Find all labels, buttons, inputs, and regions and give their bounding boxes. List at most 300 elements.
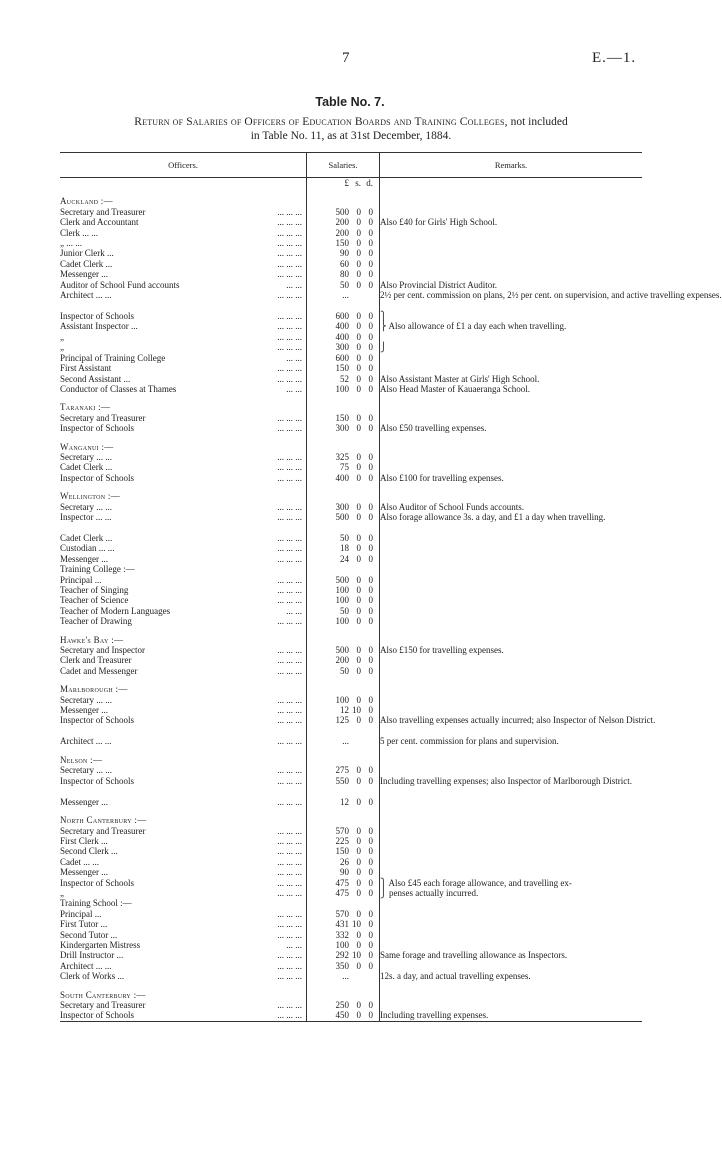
salary-pence: 0 [368, 472, 373, 483]
officer-name: Cadet Clerk ... [60, 462, 113, 473]
salary-pence [361, 736, 373, 746]
officer-cell [60, 595, 307, 605]
leader-dots: ... ... ... [277, 775, 302, 786]
remark-text: Also Head Master of Kauaeranga School. [380, 383, 530, 394]
table-row [60, 207, 642, 217]
salary-pounds: 225 [335, 835, 349, 846]
officer-name: „ [60, 342, 64, 353]
officer-cell [60, 909, 307, 919]
board-name: Hawke's Bay :— [60, 634, 124, 645]
salary-shillings: 10 [352, 705, 361, 716]
remark-text: ⎫ [380, 311, 387, 322]
board-name: Wellington :— [60, 491, 121, 502]
remark-text: Also Auditor of School Funds accounts. [380, 501, 524, 512]
salary-cell [307, 442, 380, 452]
table-row [60, 280, 642, 290]
officer-cell [60, 765, 307, 775]
salary-shillings: 0 [356, 472, 361, 483]
officer-name: Messenger ... [60, 867, 108, 878]
salary-pence: 0 [368, 655, 373, 666]
salary-cell [307, 797, 380, 807]
remarks-cell [380, 950, 643, 960]
salary-pence: 0 [368, 1000, 373, 1010]
salary-pence: 0 [368, 352, 373, 363]
remarks-cell [380, 413, 643, 423]
salary-pounds: 50 [340, 605, 349, 616]
table-row [60, 462, 642, 472]
subtitle-tail-1: not included [510, 116, 568, 128]
salary-pence: 0 [368, 501, 373, 512]
remarks-cell [380, 491, 643, 501]
table-row [60, 533, 642, 543]
group-header-row [60, 491, 642, 501]
table-row [60, 321, 642, 331]
officer-cell [60, 196, 307, 206]
officer-cell [60, 280, 307, 290]
salary-pounds: 275 [335, 765, 349, 776]
leader-dots: ... ... ... [277, 321, 302, 332]
salary-pounds: 500 [335, 574, 349, 585]
unit-shillings: s. [355, 178, 361, 188]
officer-cell [60, 919, 307, 929]
officer-name: First Assistant [60, 363, 112, 374]
salary-cell [307, 353, 380, 363]
salaries-table [60, 152, 722, 1022]
officer-cell [60, 533, 307, 543]
remarks-cell [380, 311, 643, 321]
salary-pence: 0 [368, 585, 373, 595]
salary-pence: 0 [368, 511, 373, 522]
salary-pence: 0 [368, 321, 373, 332]
salary-cell [307, 898, 380, 908]
group-header-row [60, 755, 642, 765]
subtitle-word: Colleges, [459, 116, 508, 128]
leader-dots: ... ... ... [277, 543, 302, 554]
salary-cell [307, 867, 380, 877]
salary-cell [307, 846, 380, 856]
table-row [60, 765, 642, 775]
remarks-cell [380, 909, 643, 919]
remarks-cell [380, 1010, 643, 1021]
salary-pence: 0 [368, 279, 373, 290]
spacer-row [60, 747, 642, 755]
leader-dots: ... ... ... [277, 655, 302, 666]
remarks-cell [380, 248, 643, 258]
salary-cell [307, 196, 380, 206]
table-row [60, 543, 642, 553]
remark-text: 5 per cent. commission for plans and supervision. [380, 736, 559, 747]
officer-name: Inspector of Schools [60, 311, 134, 322]
spacer-row [60, 627, 642, 635]
table-row [60, 413, 642, 423]
salary-cell [307, 684, 380, 694]
salary-pence: 0 [368, 775, 373, 786]
salary-cell [307, 826, 380, 836]
salary-pence: 0 [368, 227, 373, 238]
table-row [60, 826, 642, 836]
salary-cell [307, 645, 380, 655]
salary-pounds: 90 [340, 867, 349, 878]
salary-pounds: 26 [340, 856, 349, 867]
salary-cell [307, 332, 380, 342]
remarks-cell [380, 815, 643, 825]
salary-pence: 0 [368, 331, 373, 342]
leader-dots: ... ... [286, 939, 302, 950]
salary-cell [307, 1010, 380, 1021]
officer-cell [60, 543, 307, 553]
salary-cell [307, 363, 380, 373]
officer-name: Inspector of Schools [60, 472, 134, 483]
table-row [60, 606, 642, 616]
salary-pounds: 52 [340, 373, 349, 384]
officer-name: Principal ... [60, 574, 102, 585]
remarks-cell [380, 363, 643, 373]
salary-shillings: 0 [356, 887, 361, 898]
officer-name: Training College :— [60, 564, 135, 575]
officer-name: Inspector of Schools [60, 715, 134, 726]
salary-pence: 0 [368, 856, 373, 867]
salary-cell [307, 217, 380, 227]
table-row [60, 919, 642, 929]
officer-cell [60, 217, 307, 227]
remarks-cell [380, 888, 643, 898]
officer-cell [60, 269, 307, 279]
salary-shillings: 0 [356, 655, 361, 666]
officer-name: Principal ... [60, 908, 102, 919]
salary-pence: 0 [368, 919, 373, 930]
remarks-cell [380, 684, 643, 694]
salary-shillings: 0 [356, 929, 361, 940]
officer-cell [60, 776, 307, 797]
board-name: Taranaki :— [60, 402, 111, 413]
remark-text: Also £150 for travelling expenses. [380, 645, 504, 656]
officer-cell [60, 867, 307, 877]
remarks-cell [380, 585, 643, 595]
table-row [60, 595, 642, 605]
table-row [60, 554, 642, 564]
salary-cell [307, 413, 380, 423]
salary-shillings: 0 [356, 856, 361, 867]
leader-dots: ... ... ... [277, 363, 302, 374]
officer-name: Secretary ... ... [60, 765, 112, 776]
remarks-cell [380, 554, 643, 564]
salary-pence: 0 [368, 887, 373, 898]
salary-pence: 0 [368, 462, 373, 473]
salary-pence: 0 [368, 929, 373, 940]
remarks-cell [380, 321, 643, 331]
officer-name: Messenger ... [60, 705, 108, 716]
officer-name: Cadet Clerk ... [60, 258, 113, 269]
header-remarks: Remarks. [380, 153, 643, 178]
table-row [60, 695, 642, 705]
salary-shillings: 0 [356, 846, 361, 857]
salary-pounds: 550 [335, 775, 349, 786]
subtitle-word: Salaries [186, 116, 228, 128]
salary-shillings [349, 736, 361, 746]
salary-shillings: 0 [356, 645, 361, 656]
salary-cell [307, 491, 380, 501]
table-row [60, 353, 642, 363]
officer-cell [60, 442, 307, 452]
spacer-row [60, 807, 642, 815]
leader-dots: ... ... ... [277, 765, 302, 776]
table-row [60, 616, 642, 626]
leader-dots: ... ... ... [277, 736, 302, 747]
officer-cell [60, 990, 307, 1000]
salary-cell [307, 736, 380, 746]
salary-cell [307, 961, 380, 971]
officer-name: Kindergarten Mistress [60, 939, 141, 950]
spacer-row [60, 676, 642, 684]
salary-pence: 0 [368, 950, 373, 961]
salary-cell [307, 512, 380, 533]
salary-pounds: 12 [340, 705, 349, 716]
salary-pence: 0 [368, 363, 373, 374]
leader-dots: ... ... ... [277, 796, 302, 807]
table-body [60, 178, 722, 1022]
salary-cell [307, 930, 380, 940]
salary-pence: 0 [368, 238, 373, 249]
officer-name: Secretary ... ... [60, 694, 112, 705]
salary-shillings: 0 [356, 877, 361, 888]
salary-cell [307, 655, 380, 665]
salary-cell [307, 311, 380, 321]
salary-cell [307, 755, 380, 765]
officer-name: Cadet ... ... [60, 856, 99, 867]
remarks-cell [380, 502, 643, 512]
salary-pence: 0 [368, 342, 373, 353]
table-row [60, 909, 642, 919]
salary-shillings: 0 [356, 939, 361, 950]
officer-name: Second Clerk ... [60, 846, 118, 857]
salary-shillings: 10 [352, 950, 361, 961]
officer-name: Teacher of Drawing [60, 616, 132, 627]
leader-dots: ... ... ... [277, 412, 302, 423]
leader-dots: ... ... ... [277, 511, 302, 522]
salary-shillings: 0 [356, 867, 361, 878]
salary-pounds: 400 [335, 472, 349, 483]
officer-cell [60, 940, 307, 950]
remarks-cell [380, 217, 643, 227]
remarks-cell [380, 512, 643, 533]
salary-shillings: 0 [356, 796, 361, 807]
officer-cell [60, 755, 307, 765]
salary-pence: 0 [368, 908, 373, 919]
leader-dots: ... ... ... [277, 929, 302, 940]
remarks-cell [380, 238, 643, 248]
officer-cell [60, 635, 307, 645]
officer-name: Architect ... ... [60, 290, 112, 301]
salary-pounds: 150 [335, 238, 349, 249]
salary-cell [307, 635, 380, 645]
officer-name: First Tutor ... [60, 919, 108, 930]
remarks-cell [380, 695, 643, 705]
officer-cell [60, 575, 307, 585]
salary-pounds: ... [342, 290, 349, 301]
officer-cell [60, 462, 307, 472]
salary-pence: 0 [368, 532, 373, 543]
salary-shillings: 0 [356, 665, 361, 676]
salary-shillings: 0 [356, 574, 361, 585]
salary-shillings: 0 [356, 217, 361, 228]
salary-pounds: 100 [335, 616, 349, 627]
remarks-cell [380, 452, 643, 462]
salary-cell [307, 776, 380, 797]
salary-pence [361, 971, 373, 981]
officer-cell [60, 736, 307, 746]
salary-cell [307, 878, 380, 888]
salary-pounds: 50 [340, 532, 349, 543]
salary-cell [307, 423, 380, 433]
officer-name: Clerk ... ... [60, 227, 98, 238]
remarks-cell [380, 836, 643, 846]
salary-pence: 0 [368, 846, 373, 857]
leader-dots: ... ... ... [277, 373, 302, 384]
officer-cell [60, 684, 307, 694]
remarks-cell [380, 666, 643, 676]
officer-cell [60, 473, 307, 483]
remark-text: Also travelling expenses actually incurred; also Inspector of Nelson District. [380, 715, 656, 726]
officer-name: Teacher of Modern Languages [60, 605, 171, 616]
salary-pounds: 292 [335, 950, 349, 961]
salary-pence: 0 [368, 206, 373, 217]
officer-name: Teacher of Singing [60, 585, 129, 595]
remarks-cell [380, 797, 643, 807]
officer-name: Training School :— [60, 898, 132, 909]
leader-dots: ... ... ... [277, 694, 302, 705]
salary-pounds: 50 [340, 665, 349, 676]
subtitle-tail-2: in Table No. 11, as at 31st December, 1884. [250, 130, 452, 142]
remarks-cell [380, 1000, 643, 1010]
salary-shillings: 0 [356, 331, 361, 342]
leader-dots: ... ... ... [277, 616, 302, 627]
salary-cell [307, 888, 380, 898]
officer-cell [60, 705, 307, 715]
salary-pence: 0 [368, 665, 373, 676]
group-header-row [60, 815, 642, 825]
salary-pounds: 150 [335, 363, 349, 374]
leader-dots: ... ... ... [277, 846, 302, 857]
salary-shillings: 0 [356, 383, 361, 394]
table-row [60, 797, 642, 807]
table-row [60, 217, 642, 227]
leader-dots: ... ... ... [277, 887, 302, 898]
leader-dots: ... ... ... [277, 835, 302, 846]
table-row [60, 311, 642, 321]
salary-pounds: 450 [335, 1010, 349, 1021]
board-name: Wanganui :— [60, 441, 114, 452]
salary-pounds: 300 [335, 342, 349, 353]
leader-dots: ... ... [286, 279, 302, 290]
salary-cell [307, 1000, 380, 1010]
leader-dots: ... ... ... [277, 553, 302, 564]
table-row [60, 961, 642, 971]
salary-pence: 0 [368, 574, 373, 585]
remarks-cell [380, 826, 643, 836]
salary-pounds: 125 [335, 715, 349, 726]
header-officers: Officers. [60, 153, 307, 178]
leader-dots: ... ... ... [277, 217, 302, 228]
salary-cell [307, 575, 380, 585]
salary-shillings: 0 [356, 616, 361, 627]
remarks-cell [380, 898, 643, 908]
salary-cell [307, 836, 380, 846]
officer-name: Secretary and Treasurer [60, 1000, 146, 1010]
remarks-cell [380, 595, 643, 605]
leader-dots: ... ... ... [277, 311, 302, 322]
page-number: 7 [342, 50, 350, 66]
salary-shillings: 0 [356, 1010, 361, 1021]
officer-cell [60, 384, 307, 394]
remarks-cell [380, 402, 643, 412]
officer-name: Secretary and Treasurer [60, 412, 146, 423]
salary-shillings: 0 [356, 352, 361, 363]
salary-shillings: 0 [356, 248, 361, 259]
salary-shillings [349, 971, 361, 981]
leader-dots: ... ... ... [277, 472, 302, 483]
officer-name: Architect ... ... [60, 736, 112, 747]
salary-cell [307, 990, 380, 1000]
spacer-row [60, 982, 642, 990]
leader-dots: ... ... [286, 383, 302, 394]
salary-pounds: 325 [335, 451, 349, 462]
officer-name: „ [60, 331, 64, 342]
salary-cell [307, 207, 380, 217]
board-name: North Canterbury :— [60, 815, 147, 826]
table-row [60, 950, 642, 960]
leader-dots: ... ... ... [277, 451, 302, 462]
table-row [60, 645, 642, 655]
salary-pence: 0 [368, 867, 373, 878]
salary-shillings: 0 [356, 908, 361, 919]
salary-pounds: 100 [335, 585, 349, 595]
officer-name: Secretary and Treasurer [60, 825, 146, 836]
leader-dots: ... ... ... [277, 423, 302, 434]
salary-pounds: 150 [335, 846, 349, 857]
leader-dots: ... ... ... [277, 705, 302, 716]
page-code: E.—1. [592, 50, 637, 66]
leader-dots: ... ... ... [277, 258, 302, 269]
subtitle-word: Officers [244, 116, 286, 128]
salary-cell [307, 585, 380, 595]
leader-dots: ... ... ... [277, 950, 302, 961]
table-row [60, 715, 642, 736]
remarks-cell [380, 990, 643, 1000]
salary-pence: 0 [368, 553, 373, 564]
officer-cell [60, 311, 307, 321]
remarks-cell [380, 473, 643, 483]
salary-cell [307, 374, 380, 384]
salary-pence: 0 [368, 412, 373, 423]
table-row [60, 846, 642, 856]
officer-name: Drill Instructor ... [60, 950, 124, 961]
group-header-row [60, 990, 642, 1000]
salary-pounds: 90 [340, 248, 349, 259]
officer-cell [60, 695, 307, 705]
salary-cell [307, 695, 380, 705]
remarks-cell [380, 575, 643, 585]
salary-cell [307, 616, 380, 626]
officer-name: Conductor of Classes at Thames [60, 383, 177, 394]
group-header-row [60, 196, 642, 206]
salary-pence: 0 [368, 311, 373, 322]
remarks-cell [380, 207, 643, 217]
salary-pence: 0 [368, 715, 373, 726]
salary-pence: 0 [368, 705, 373, 716]
salary-shillings: 0 [356, 511, 361, 522]
salary-shillings: 0 [356, 311, 361, 322]
salary-pence: 0 [368, 423, 373, 434]
